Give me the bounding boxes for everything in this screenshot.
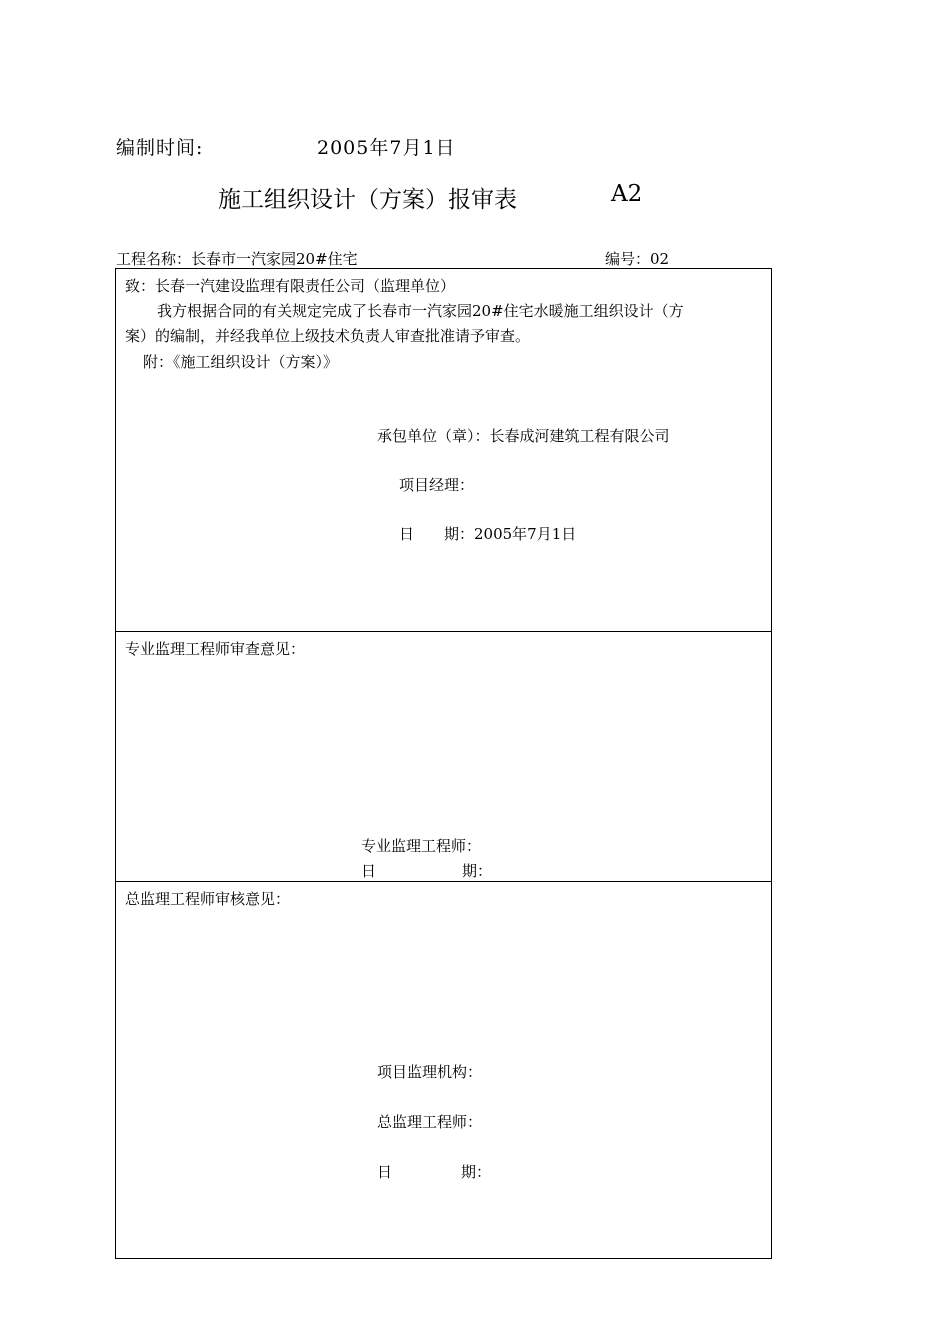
submission-section (115, 268, 772, 632)
chief-date-suffix: 期： (461, 1163, 492, 1181)
review-date-label: 日 (361, 862, 377, 880)
compile-date: 2005年7月1日 (317, 137, 456, 159)
body-line-2: 案）的编制，并经我单位上级技术负责人审查批准请予审查。 (125, 327, 531, 345)
addressee: 致：长春一汽建设监理有限责任公司（监理单位） (125, 277, 456, 295)
compile-time-label: 编制时间: (116, 137, 204, 159)
engineer-review-section (115, 631, 772, 882)
supervision-org-line: 项目监理机构： (377, 1063, 483, 1081)
chief-date-label: 日 (377, 1163, 393, 1181)
form-title: 施工组织设计（方案）报审表 (218, 187, 517, 213)
body-line-1: 我方根据合同的有关规定完成了长春市一汽家园20#住宅水暖施工组织设计（方 (157, 302, 684, 320)
project-name: 工程名称：长春市一汽家园20#住宅 (116, 250, 358, 268)
attachment-line: 附：《施工组织设计（方案）》 (143, 353, 339, 371)
specialist-engineer-line: 专业监理工程师： (361, 837, 482, 855)
contractor-line: 承包单位（章）：长春成河建筑工程有限公司 (377, 427, 670, 445)
engineer-review-label: 专业监理工程师审查意见： (125, 640, 306, 658)
chief-review-section (115, 881, 772, 1259)
chief-engineer-line: 总监理工程师： (377, 1113, 483, 1131)
chief-review-label: 总监理工程师审核意见： (125, 890, 291, 908)
form-code: A2 (611, 181, 643, 207)
project-manager-line: 项目经理： (399, 476, 475, 494)
serial-number: 编号：02 (605, 250, 670, 268)
review-date-suffix: 期： (462, 862, 493, 880)
submission-date-line: 日 期：2005年7月1日 (399, 525, 577, 543)
